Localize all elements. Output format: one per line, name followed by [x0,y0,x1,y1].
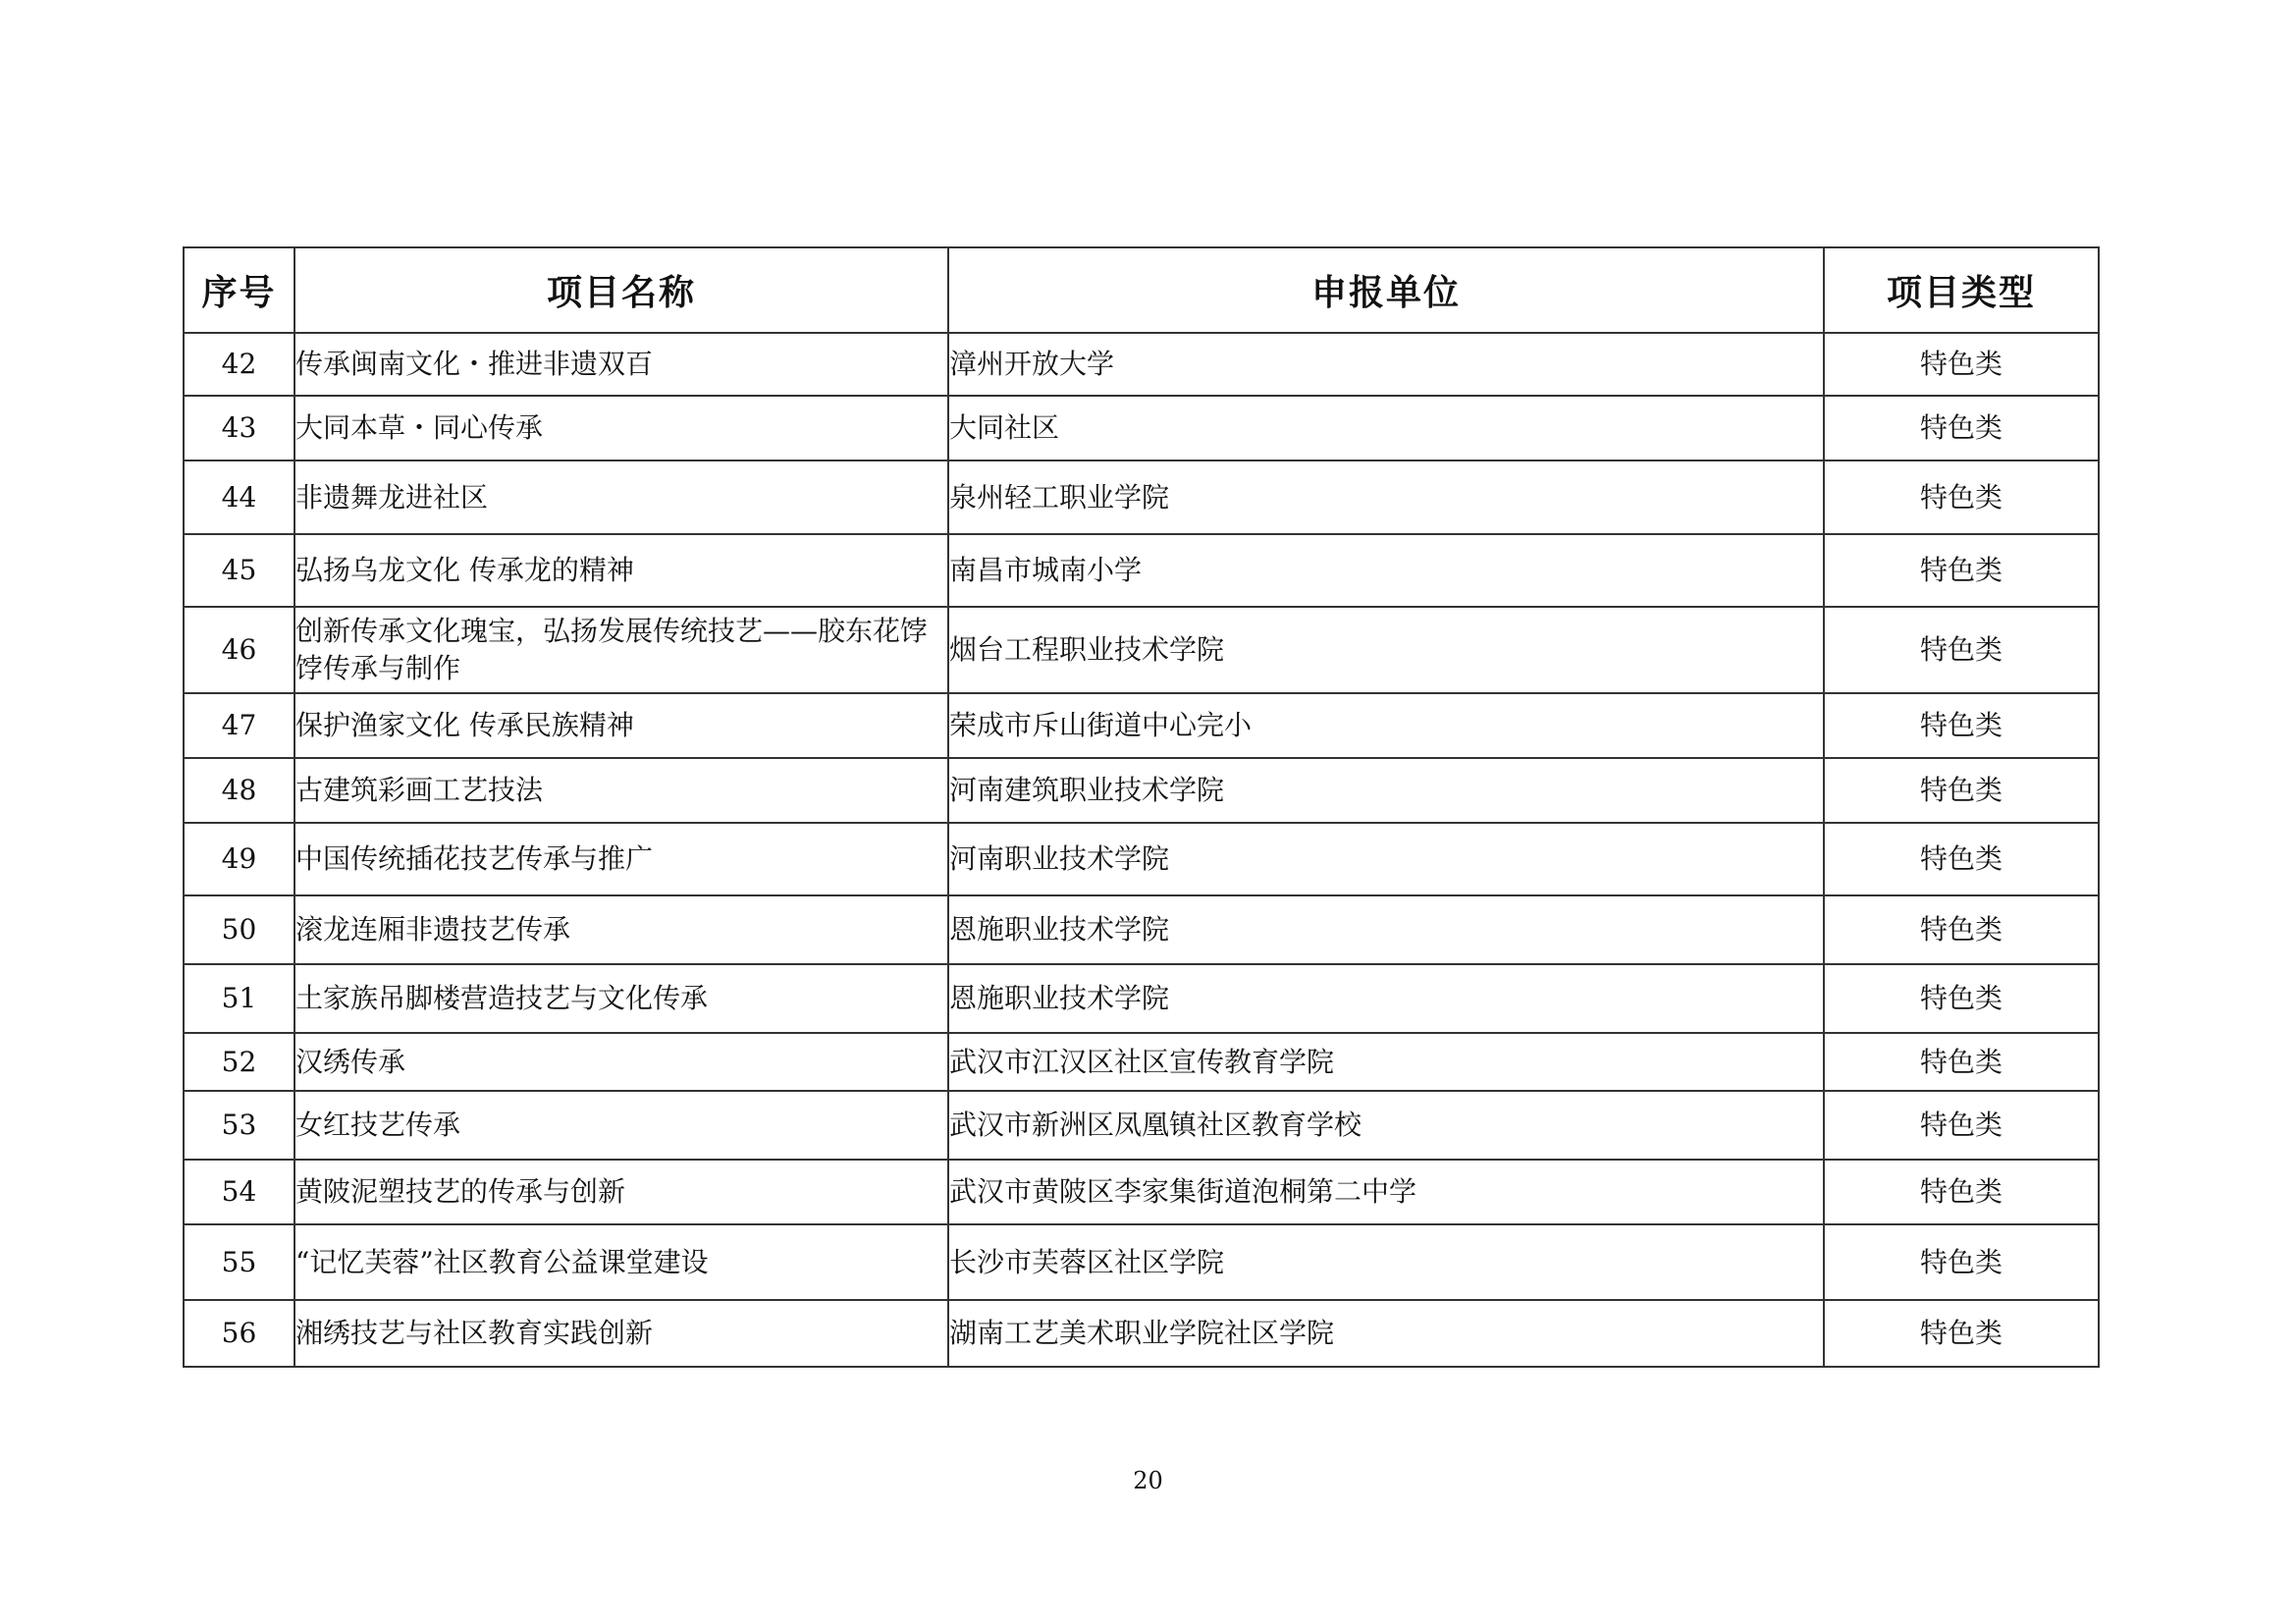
project-name: 古建筑彩画工艺技法 [294,758,948,823]
row-number: 42 [184,333,294,396]
row-number: 48 [184,758,294,823]
project-table [183,246,2100,1368]
row-number: 50 [184,895,294,964]
project-type: 特色类 [1824,693,2099,758]
applicant-unit: 河南职业技术学院 [948,823,1824,895]
project-name: 弘扬乌龙文化 传承龙的精神 [294,534,948,607]
applicant-unit: 南昌市城南小学 [948,534,1824,607]
project-type: 特色类 [1824,964,2099,1033]
row-number: 56 [184,1300,294,1367]
applicant-unit: 长沙市芙蓉区社区学院 [948,1224,1824,1300]
project-name: 土家族吊脚楼营造技艺与文化传承 [294,964,948,1033]
table-row [184,1160,2099,1224]
row-number: 45 [184,534,294,607]
header-project-type: 项目类型 [1824,247,2099,333]
project-name: 传承闽南文化・推进非遗双百 [294,333,948,396]
table-row [184,607,2099,693]
header-number: 序号 [184,247,294,333]
table-row [184,823,2099,895]
row-number: 47 [184,693,294,758]
row-number: 49 [184,823,294,895]
row-number: 46 [184,607,294,693]
project-type: 特色类 [1824,534,2099,607]
row-number: 43 [184,396,294,460]
header-project-name: 项目名称 [294,247,948,333]
table-row [184,693,2099,758]
table-row [184,534,2099,607]
row-number: 51 [184,964,294,1033]
applicant-unit: 烟台工程职业技术学院 [948,607,1824,693]
table-row [184,460,2099,534]
applicant-unit: 大同社区 [948,396,1824,460]
page-number: 20 [1133,1467,1163,1494]
row-number: 52 [184,1033,294,1091]
project-type: 特色类 [1824,1033,2099,1091]
project-type: 特色类 [1824,1300,2099,1367]
row-number: 53 [184,1091,294,1160]
applicant-unit: 恩施职业技术学院 [948,895,1824,964]
project-type: 特色类 [1824,1160,2099,1224]
project-type: 特色类 [1824,607,2099,693]
row-number: 55 [184,1224,294,1300]
applicant-unit: 恩施职业技术学院 [948,964,1824,1033]
project-type: 特色类 [1824,895,2099,964]
table-row [184,964,2099,1033]
project-type: 特色类 [1824,1224,2099,1300]
project-name: “记忆芙蓉”社区教育公益课堂建设 [294,1224,948,1300]
project-type: 特色类 [1824,823,2099,895]
header-applicant-unit: 申报单位 [948,247,1824,333]
row-number: 44 [184,460,294,534]
applicant-unit: 泉州轻工职业学院 [948,460,1824,534]
project-name: 汉绣传承 [294,1033,948,1091]
project-type: 特色类 [1824,758,2099,823]
project-name: 湘绣技艺与社区教育实践创新 [294,1300,948,1367]
table-row [184,895,2099,964]
table-header-row [184,247,2099,333]
project-name: 保护渔家文化 传承民族精神 [294,693,948,758]
table-row [184,396,2099,460]
project-type: 特色类 [1824,333,2099,396]
applicant-unit: 武汉市黄陂区李家集街道泡桐第二中学 [948,1160,1824,1224]
table-row [184,1224,2099,1300]
applicant-unit: 漳州开放大学 [948,333,1824,396]
table-body [184,333,2099,1367]
applicant-unit: 武汉市江汉区社区宣传教育学院 [948,1033,1824,1091]
table-row [184,758,2099,823]
applicant-unit: 湖南工艺美术职业学院社区学院 [948,1300,1824,1367]
row-number: 54 [184,1160,294,1224]
project-type: 特色类 [1824,1091,2099,1160]
project-name: 创新传承文化瑰宝，弘扬发展传统技艺——胶东花饽饽传承与制作 [294,607,948,693]
project-name: 黄陂泥塑技艺的传承与创新 [294,1160,948,1224]
project-name: 非遗舞龙进社区 [294,460,948,534]
table-row [184,1300,2099,1367]
project-name: 大同本草・同心传承 [294,396,948,460]
applicant-unit: 武汉市新洲区凤凰镇社区教育学校 [948,1091,1824,1160]
project-name: 中国传统插花技艺传承与推广 [294,823,948,895]
table-row [184,1091,2099,1160]
project-name: 女红技艺传承 [294,1091,948,1160]
project-name: 滚龙连厢非遗技艺传承 [294,895,948,964]
table-row [184,333,2099,396]
project-type: 特色类 [1824,396,2099,460]
applicant-unit: 荣成市斥山街道中心完小 [948,693,1824,758]
project-type: 特色类 [1824,460,2099,534]
applicant-unit: 河南建筑职业技术学院 [948,758,1824,823]
table-row [184,1033,2099,1091]
